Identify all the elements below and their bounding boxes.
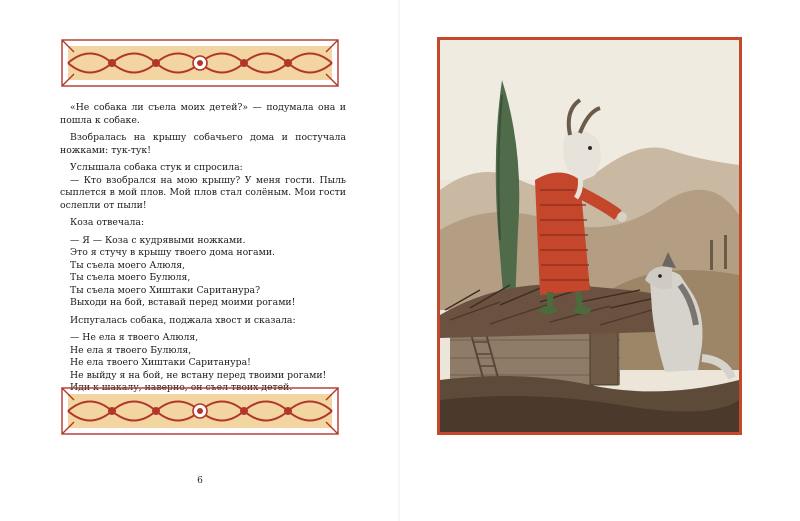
story-text [60, 102, 346, 395]
verse-line: Выходи на бой, вставай перед моими рогами! [70, 297, 296, 308]
verse-line: — Я — Коза с кудрявыми ножками. [70, 234, 246, 246]
verse-line: — Не ела я твоего Алюля, [70, 332, 199, 343]
verse-line: Это я стучу в крышу твоего дома ногами. [70, 247, 275, 258]
paragraph: Коза отвечала: [70, 217, 145, 228]
verse-line: Не выйду я на бой, не встану перед твоими рогами! [70, 369, 327, 381]
verse-line: Не ела твоего Хиштаки Саританура! [70, 357, 251, 368]
page-number: 6 [197, 476, 203, 486]
goat-and-dog-illustration [440, 40, 739, 432]
goat-verse [60, 235, 346, 310]
paragraph: — Кто взобрался на мою крышу? У меня гости. Пыль сыплется в мой плов. Мой плов стал солёным. Мои гости ослепли от пыли! [60, 174, 346, 211]
verse-line: Ты съела моего Булюля, [70, 272, 191, 283]
illustration [440, 40, 739, 432]
verse-line: Не ела я твоего Булюля, [70, 344, 192, 356]
bottom-ornament [60, 386, 340, 436]
verse-line: Ты съела моего Хиштаки Саританура? [70, 284, 261, 296]
paragraph: Взобралась на крышу собачьего дома и постучала ножками: тук-тук! [60, 132, 346, 156]
paragraph: Услышала собака стук и спросила: [70, 162, 243, 173]
top-ornament [60, 38, 340, 88]
verse-line: Ты съела моего Алюля, [70, 259, 186, 271]
paragraph: «Не собака ли съела моих детей?» — подумала она и пошла к собаке. [60, 102, 346, 126]
verse-line: Иди к шакалу, наверно, он съел твоих детей. [70, 382, 293, 393]
paragraph: Испугалась собака, поджала хвост и сказала: [70, 314, 296, 326]
illustration-frame [437, 37, 742, 435]
